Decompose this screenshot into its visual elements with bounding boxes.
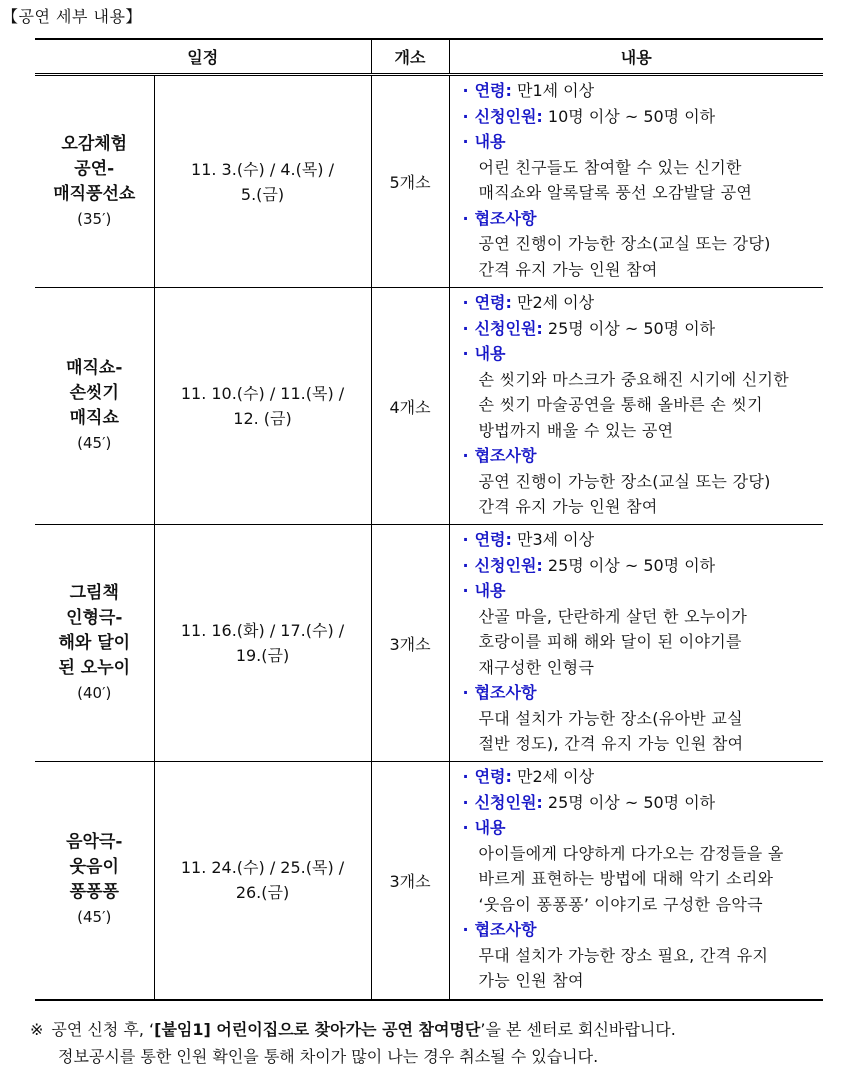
content-text-line: 호랑이를 피해 해와 달이 된 이야기를 — [478, 632, 742, 651]
performance-table — [35, 38, 823, 1001]
bullet: · — [462, 818, 469, 837]
content-heading-label: 내용 — [474, 818, 506, 837]
content-heading — [463, 578, 814, 604]
content-text-line: 바르게 표현하는 방법에 대해 악기 소리와 — [478, 869, 774, 888]
cooperation-heading — [463, 443, 814, 469]
bullet: · — [462, 920, 469, 939]
applicants-value: 25명 이상 ~ 50명 이하 — [547, 555, 716, 575]
bullet: · — [462, 81, 469, 100]
applicants-label: 신청인원: — [474, 318, 543, 338]
bullet: · — [462, 555, 469, 575]
bullet: · — [462, 530, 469, 549]
bullet: · — [462, 792, 469, 812]
age-value: 만2세 이상 — [517, 767, 595, 786]
applicants-value: 25명 이상 ~ 50명 이하 — [547, 792, 716, 812]
content-heading-label: 내용 — [474, 132, 506, 151]
content-text-line: ‘웃음이 퐁퐁퐁’ 이야기로 구성한 음악극 — [478, 894, 763, 914]
applicants — [463, 104, 814, 130]
cooperation-text-line: 공연 진행이 가능한 장소(교실 또는 강당) — [478, 234, 771, 253]
age — [463, 764, 814, 790]
cooperation-text-line: 절반 정도), 간격 유지 가능 인원 참여 — [478, 734, 744, 753]
content-text-line: 재구성한 인형극 — [478, 657, 595, 677]
content-cell — [449, 288, 823, 525]
bullet: · — [462, 132, 469, 151]
applicants — [463, 316, 814, 342]
performance-duration: (35′) — [77, 209, 112, 228]
performance-duration: (40′) — [77, 683, 112, 702]
cooperation-text-line: 간격 유지 가능 인원 참여 — [478, 497, 658, 516]
cooperation-text-line: 무대 설치가 가능한 장소 필요, 간격 유지 — [478, 945, 769, 965]
header-schedule: 일정 — [35, 39, 371, 75]
age — [463, 290, 814, 316]
performance-name: 그림책 인형극- 해와 달이 된 오누이 — [58, 582, 131, 678]
cooperation-heading-label: 협조사항 — [474, 920, 537, 939]
note-mark: ※ — [30, 1020, 44, 1039]
content-text-line: 산골 마을, 단란하게 살던 한 오누이가 — [478, 606, 748, 626]
applicants — [463, 553, 814, 579]
age — [463, 527, 814, 553]
header-content: 내용 — [449, 39, 823, 75]
schedule-cell: 11. 16.(화) / 17.(수) / 19.(금) — [154, 525, 371, 762]
bullet: · — [462, 293, 469, 312]
table-row — [35, 288, 823, 525]
venue-count-cell: 5개소 — [371, 75, 449, 288]
applicants — [463, 790, 814, 816]
cooperation-heading — [463, 917, 814, 943]
footnote-line-2: 정보공시를 통한 인원 확인을 통해 차이가 많이 나는 경우 취소될 수 있습니다. — [58, 1047, 599, 1066]
venue-count-cell: 4개소 — [371, 288, 449, 525]
cooperation-text-line: 무대 설치가 가능한 장소(유아반 교실 — [478, 708, 743, 728]
applicants-label: 신청인원: — [474, 106, 543, 126]
schedule-cell: 11. 24.(수) / 25.(목) / 26.(금) — [154, 762, 371, 1000]
age — [463, 78, 814, 104]
bullet: · — [462, 446, 469, 465]
content-heading — [463, 815, 814, 841]
age-value: 만3세 이상 — [517, 530, 595, 549]
table-row — [35, 762, 823, 1000]
age-label: 연령: — [474, 81, 512, 100]
venue-count-cell: 3개소 — [371, 525, 449, 762]
header-count: 개소 — [371, 39, 449, 75]
bullet: · — [462, 106, 469, 126]
note-after: ’을 본 센터로 회신바랍니다. — [480, 1020, 676, 1039]
table-header-row — [35, 39, 823, 75]
performance-title-cell — [35, 288, 154, 525]
bullet: · — [462, 344, 469, 363]
age-label: 연령: — [474, 293, 512, 312]
performance-title-cell — [35, 75, 154, 288]
table-row — [35, 525, 823, 762]
venue-count-cell: 3개소 — [371, 762, 449, 1000]
note-attachment-title: [붙임1] 어린이집으로 찾아가는 공연 참여명단 — [154, 1020, 481, 1039]
footnote — [30, 1016, 820, 1070]
schedule-cell: 11. 10.(수) / 11.(목) / 12. (금) — [154, 288, 371, 525]
cooperation-heading-label: 협조사항 — [474, 683, 537, 702]
content-text-line: 방법까지 배울 수 있는 공연 — [478, 420, 674, 440]
performance-title-cell — [35, 762, 154, 1000]
content-cell — [449, 525, 823, 762]
bullet: · — [462, 208, 469, 228]
age-label: 연령: — [474, 530, 512, 549]
performance-name: 오감체험 공연- 매직풍선쇼 — [53, 133, 136, 204]
performance-name: 매직쇼- 손씻기 매직쇼 — [66, 358, 123, 428]
applicants-value: 25명 이상 ~ 50명 이하 — [547, 318, 716, 338]
section-caption: 【공연 세부 내용】 — [2, 7, 142, 26]
content-text-line: 매직쇼와 알록달록 풍선 오감발달 공연 — [478, 183, 753, 202]
cooperation-heading — [463, 206, 814, 232]
content-heading-label: 내용 — [474, 581, 506, 600]
age-value: 만2세 이상 — [517, 293, 595, 312]
cooperation-text-line: 가능 인원 참여 — [478, 971, 584, 990]
content-text-line: 아이들에게 다양하게 다가오는 감정들을 올 — [478, 843, 784, 863]
content-text-line: 어린 친구들도 참여할 수 있는 신기한 — [478, 157, 742, 177]
cooperation-text-line: 간격 유지 가능 인원 참여 — [478, 259, 658, 279]
table-row — [35, 75, 823, 288]
content-text-line: 손 씻기와 마스크가 중요해진 시기에 신기한 — [478, 369, 790, 389]
content-heading-label: 내용 — [474, 344, 506, 363]
content-cell — [449, 75, 823, 288]
cooperation-heading — [463, 680, 814, 706]
bullet: · — [462, 683, 469, 702]
content-heading — [463, 129, 814, 155]
content-heading — [463, 341, 814, 367]
age-label: 연령: — [474, 767, 512, 786]
applicants-label: 신청인원: — [474, 555, 543, 575]
footnote-line-1 — [30, 1016, 820, 1043]
age-value: 만1세 이상 — [517, 81, 595, 100]
performance-duration: (45′) — [77, 434, 112, 452]
bullet: · — [462, 767, 469, 786]
content-cell — [449, 762, 823, 1000]
schedule-cell: 11. 3.(수) / 4.(목) / 5.(금) — [154, 75, 371, 288]
content-text-line: 손 씻기 마술공연을 통해 올바른 손 씻기 — [478, 395, 763, 414]
bullet: · — [462, 318, 469, 338]
applicants-label: 신청인원: — [474, 792, 543, 812]
note-before: 공연 신청 후, ‘ — [51, 1020, 155, 1039]
performance-duration: (45′) — [77, 908, 112, 927]
performance-name: 음악극- 웃음이 퐁퐁퐁 — [66, 832, 123, 903]
cooperation-heading-label: 협조사항 — [474, 208, 537, 228]
performance-title-cell — [35, 525, 154, 762]
cooperation-text-line: 공연 진행이 가능한 장소(교실 또는 강당) — [478, 471, 771, 491]
cooperation-heading-label: 협조사항 — [474, 446, 537, 465]
applicants-value: 10명 이상 ~ 50명 이하 — [547, 106, 716, 126]
bullet: · — [462, 581, 469, 600]
